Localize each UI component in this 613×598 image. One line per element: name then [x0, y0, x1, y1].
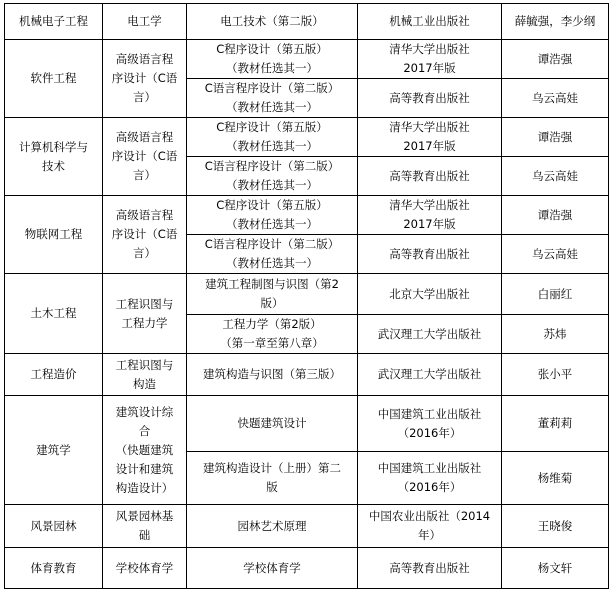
major-cell: 建筑学 [5, 396, 103, 505]
author-cell: 乌云高娃 [502, 79, 609, 118]
textbook-cell: C程序设计（第五版） （教材任选其一） [187, 118, 358, 157]
course-cell: 工程识图与 构造 [103, 354, 187, 396]
major-cell: 机械电子工程 [5, 4, 103, 40]
table-row [5, 40, 609, 79]
publisher-cell: 北京大学出版社 [358, 274, 502, 315]
publisher-cell: 高等教育出版社 [358, 79, 502, 118]
textbook-cell: 学校体育学 [187, 548, 358, 589]
author-cell: 苏炜 [502, 315, 609, 354]
textbook-cell: C语言程序设计（第二版） （教材任选其一） [187, 235, 358, 274]
author-cell: 杨维菊 [502, 452, 609, 505]
author-cell: 乌云高娃 [502, 157, 609, 196]
publisher-cell: 中国建筑工业出版社 （2016年） [358, 452, 502, 505]
author-cell: 张小平 [502, 354, 609, 396]
publisher-cell: 机械工业出版社 [358, 4, 502, 40]
major-cell: 风景园林 [5, 505, 103, 548]
table-row [5, 196, 609, 235]
author-cell: 王晓俊 [502, 505, 609, 548]
textbook-cell: 电工技术（第二版） [187, 4, 358, 40]
course-cell: 高级语言程 序设计（C语 言） [103, 40, 187, 118]
author-cell: 董莉莉 [502, 396, 609, 452]
author-cell: 乌云高娃 [502, 235, 609, 274]
course-cell: 高级语言程 序设计（C语 言） [103, 118, 187, 196]
course-cell: 高级语言程 序设计（C语 言） [103, 196, 187, 274]
textbook-cell: 建筑工程制图与识图（第2 版） [187, 274, 358, 315]
publisher-cell: 高等教育出版社 [358, 157, 502, 196]
textbook-cell: 建筑构造与识图（第三版） [187, 354, 358, 396]
table-row [5, 118, 609, 157]
publisher-cell: 中国农业出版社（2014 年） [358, 505, 502, 548]
author-cell: 谭浩强 [502, 118, 609, 157]
textbook-table-container [4, 3, 609, 589]
course-cell: 建筑设计综 合 （快题建筑 设计和建筑 构造设计） [103, 396, 187, 505]
major-cell: 计算机科学与 技术 [5, 118, 103, 196]
major-cell: 土木工程 [5, 274, 103, 354]
course-cell: 风景园林基 础 [103, 505, 187, 548]
course-cell: 学校体育学 [103, 548, 187, 589]
textbook-cell: C程序设计（第五版） （教材任选其一） [187, 40, 358, 79]
publisher-cell: 清华大学出版社 2017年版 [358, 118, 502, 157]
author-cell: 谭浩强 [502, 40, 609, 79]
table-row [5, 396, 609, 452]
author-cell: 白丽红 [502, 274, 609, 315]
table-row [5, 505, 609, 548]
textbook-table [4, 3, 609, 589]
table-row [5, 4, 609, 40]
author-cell: 薛毓强，李少纲 [502, 4, 609, 40]
textbook-cell: 快题建筑设计 [187, 396, 358, 452]
course-cell: 电工学 [103, 4, 187, 40]
publisher-cell: 清华大学出版社 2017年版 [358, 40, 502, 79]
textbook-cell: C程序设计（第五版） （教材任选其一） [187, 196, 358, 235]
course-cell: 工程识图与 工程力学 [103, 274, 187, 354]
table-row [5, 354, 609, 396]
author-cell: 杨文轩 [502, 548, 609, 589]
textbook-cell: 园林艺术原理 [187, 505, 358, 548]
textbook-cell: 工程力学（第2版） （第一章至第八章） [187, 315, 358, 354]
publisher-cell: 高等教育出版社 [358, 548, 502, 589]
publisher-cell: 武汉理工大学出版社 [358, 354, 502, 396]
author-cell: 谭浩强 [502, 196, 609, 235]
textbook-cell: C语言程序设计（第二版） （教材任选其一） [187, 79, 358, 118]
major-cell: 软件工程 [5, 40, 103, 118]
major-cell: 物联网工程 [5, 196, 103, 274]
major-cell: 工程造价 [5, 354, 103, 396]
publisher-cell: 武汉理工大学出版社 [358, 315, 502, 354]
textbook-cell: 建筑构造设计（上册）第二 版 [187, 452, 358, 505]
publisher-cell: 清华大学出版社 2017年版 [358, 196, 502, 235]
publisher-cell: 高等教育出版社 [358, 235, 502, 274]
table-row [5, 548, 609, 589]
publisher-cell: 中国建筑工业出版社 （2016年） [358, 396, 502, 452]
major-cell: 体育教育 [5, 548, 103, 589]
textbook-cell: C语言程序设计（第二版） （教材任选其一） [187, 157, 358, 196]
table-row [5, 274, 609, 315]
